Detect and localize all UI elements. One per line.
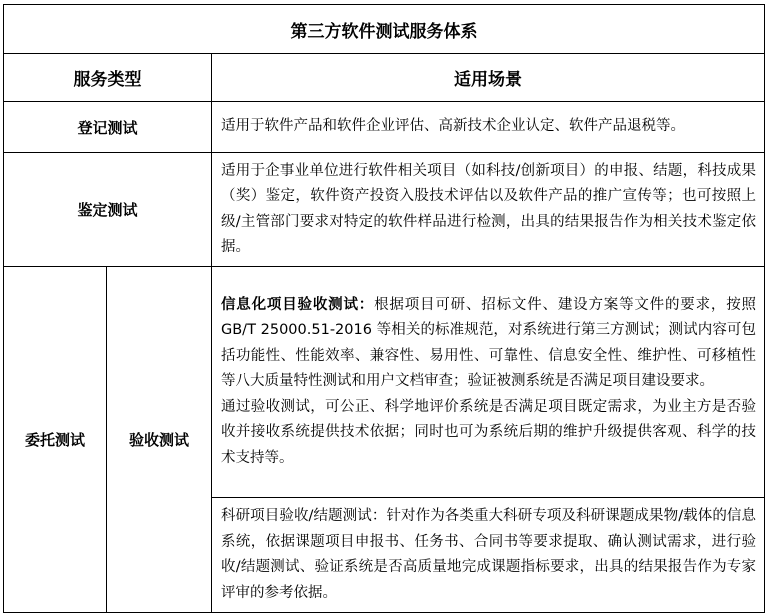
header-scenario: 适用场景 (212, 54, 765, 102)
acceptance-benefit-para: 通过验收测试，可公正、科学地评价系统是否满足项目既定需求，为业主方是否验收并接收系统提供技术依据；同时也可为系统后期的维护升级提供客观、科学的技术支持等。 (221, 398, 757, 466)
registration-scenario: 适用于软件产品和软件企业评估、高新技术企业认定、软件产品退税等。 (212, 102, 765, 153)
registration-type: 登记测试 (4, 102, 212, 153)
info-acceptance-scenario (212, 267, 765, 498)
table-row-registration (4, 102, 765, 153)
title-row (4, 5, 765, 54)
info-acceptance-lead: 信息化项目验收测试： (221, 296, 375, 313)
table-row-appraisal (4, 153, 765, 267)
appraisal-type: 鉴定测试 (4, 153, 212, 267)
research-acceptance-scenario: 科研项目验收/结题测试：针对作为各类重大科研专项及科研课题成果物/载体的信息系统，依据课题项目申报书、任务书、合同书等要求提取、确认测试需求，进行验收/结题测试、验证系统是否高质量地完成课题指标要求，出具的结果报告作为专家评审的参考依据。 (212, 498, 765, 613)
header-row (4, 54, 765, 102)
table-row-acceptance-info (4, 267, 765, 498)
table-title: 第三方软件测试服务体系 (4, 5, 765, 54)
info-acceptance-text: 根据项目可研、招标文件、建设方案等文件的要求，按照GB/T 25000.51-2016 等相关的标准规范，对系统进行第三方测试；测试内容可包括功能性、性能效率、兼容性、易用性、可靠性、信息安全性、维护性、可移植性等八大质量特性测试和用户文档审查；验证被测系统是否满足项目建设要求。 (221, 296, 757, 390)
header-service-type: 服务类型 (4, 54, 212, 102)
acceptance-subtype: 验收测试 (107, 267, 212, 613)
service-system-table (3, 4, 765, 613)
commissioned-type: 委托测试 (4, 267, 107, 613)
info-acceptance-para (221, 293, 756, 395)
appraisal-scenario: 适用于企事业单位进行软件相关项目（如科技/创新项目）的申报、结题，科技成果（奖）鉴定，软件资产投资入股技术评估以及软件产品的推广宣传等；也可按照上级/主管部门要求对特定的软件样品进行检测，出具的结果报告作为相关技术鉴定依据。 (212, 153, 765, 267)
